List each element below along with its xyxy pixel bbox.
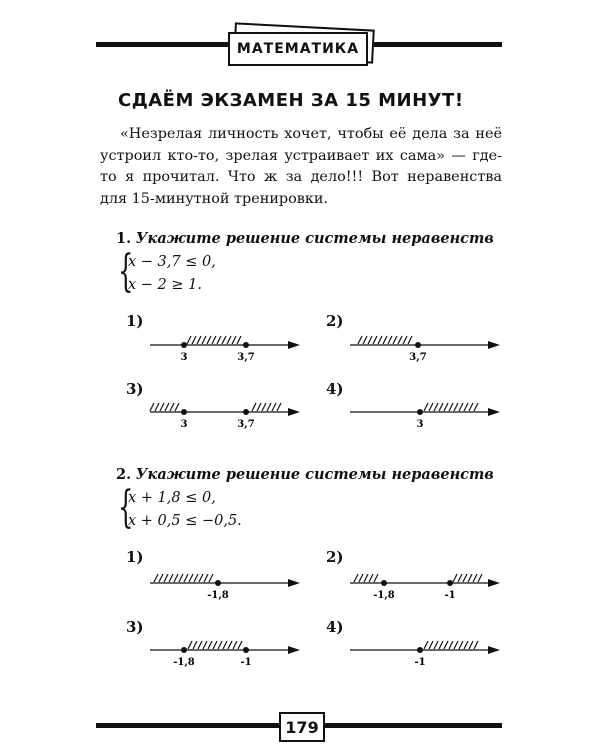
tick-label: 3,7 [409, 352, 427, 363]
tick-label: 3 [416, 419, 424, 430]
point-marker [415, 342, 421, 348]
tick-label: -1,8 [207, 590, 229, 601]
task-1-text: Укажите решение системы неравенств [135, 230, 494, 247]
task-2-brace: { [118, 482, 134, 533]
task-1-option-1-label: 1) [126, 312, 144, 330]
task-1-system [118, 246, 258, 300]
section-header-tag: МАТЕМАТИКА [228, 32, 368, 66]
page-title: СДАЁМ ЭКЗАМЕН ЗА 15 МИНУТ! [118, 90, 464, 111]
hatching-left [354, 574, 378, 582]
point-marker [417, 647, 423, 653]
point-marker [243, 409, 249, 415]
point-marker [181, 409, 187, 415]
task-2-option-2-numberline [350, 573, 500, 603]
hatching-left [150, 403, 179, 411]
point-marker [215, 580, 221, 586]
axis-arrow [488, 408, 500, 416]
hatching-right [252, 403, 281, 411]
point-marker [447, 580, 453, 586]
point-marker [381, 580, 387, 586]
hatching [424, 641, 478, 649]
task-1-heading [116, 230, 494, 247]
intro-paragraph: «Незрелая личность хочет, чтобы её дела за неё устроил кто-то, зрелая устраивает их сама» — где-то я прочитал. Что ж за дело!!! Вот неравенства для 15-минутной тренировки. [100, 126, 502, 207]
task-2-option-2-label: 2) [326, 548, 344, 566]
task-2-option-3-label: 3) [126, 618, 144, 636]
tick-label: 3,7 [237, 352, 255, 363]
point-marker [181, 342, 187, 348]
task-1-line-2: x − 2 ≥ 1. [128, 277, 202, 293]
axis-arrow [288, 341, 300, 349]
axis-arrow [488, 646, 500, 654]
task-2-option-4-label: 4) [326, 618, 344, 636]
hatching [358, 336, 412, 344]
tick-label: -1,8 [173, 657, 195, 668]
task-1-option-3-label: 3) [126, 380, 144, 398]
tick-label: 3 [180, 352, 188, 363]
axis-arrow [288, 579, 300, 587]
task-1-option-3-numberline [150, 402, 300, 432]
task-1-option-4-label: 4) [326, 380, 344, 398]
hatching [154, 574, 213, 582]
point-marker [181, 647, 187, 653]
footer-rule-left [96, 723, 282, 728]
tick-label: -1,8 [373, 590, 395, 601]
point-marker [243, 342, 249, 348]
axis-arrow [488, 341, 500, 349]
hatching-right [453, 574, 482, 582]
task-2-line-1: x + 1,8 ≤ 0, [128, 490, 216, 506]
hatching [188, 641, 242, 649]
task-2-line-2: x + 0,5 ≤ −0,5. [128, 513, 242, 529]
header-rule-left [96, 42, 236, 47]
task-2-option-1-numberline [150, 573, 300, 603]
task-2-system [118, 482, 278, 536]
task-1-option-4-numberline [350, 402, 500, 432]
header-rule-right [362, 42, 502, 47]
task-1-brace: { [118, 246, 134, 297]
task-2-text: Укажите решение системы неравенств [135, 466, 494, 483]
tick-label: 3,7 [237, 419, 255, 430]
point-marker [243, 647, 249, 653]
task-2-heading [116, 466, 494, 483]
task-2-option-3-numberline [150, 640, 300, 670]
page-number: 179 [279, 712, 325, 742]
task-1-line-1: x − 3,7 ≤ 0, [128, 254, 216, 270]
hatching [424, 403, 478, 411]
task-1-number: 1. [116, 230, 132, 247]
footer-rule-right [320, 723, 502, 728]
tick-label: -1 [444, 590, 456, 601]
task-1-option-1-numberline [150, 335, 300, 365]
task-1-option-2-numberline [350, 335, 500, 365]
task-2-number: 2. [116, 466, 132, 483]
tick-label: -1 [240, 657, 252, 668]
axis-arrow [288, 408, 300, 416]
axis-arrow [488, 579, 500, 587]
hatching [187, 336, 241, 344]
task-2-option-4-numberline [350, 640, 500, 670]
axis-arrow [288, 646, 300, 654]
tick-label: -1 [414, 657, 426, 668]
point-marker [417, 409, 423, 415]
task-2-option-1-label: 1) [126, 548, 144, 566]
task-1-option-2-label: 2) [326, 312, 344, 330]
tick-label: 3 [180, 419, 188, 430]
